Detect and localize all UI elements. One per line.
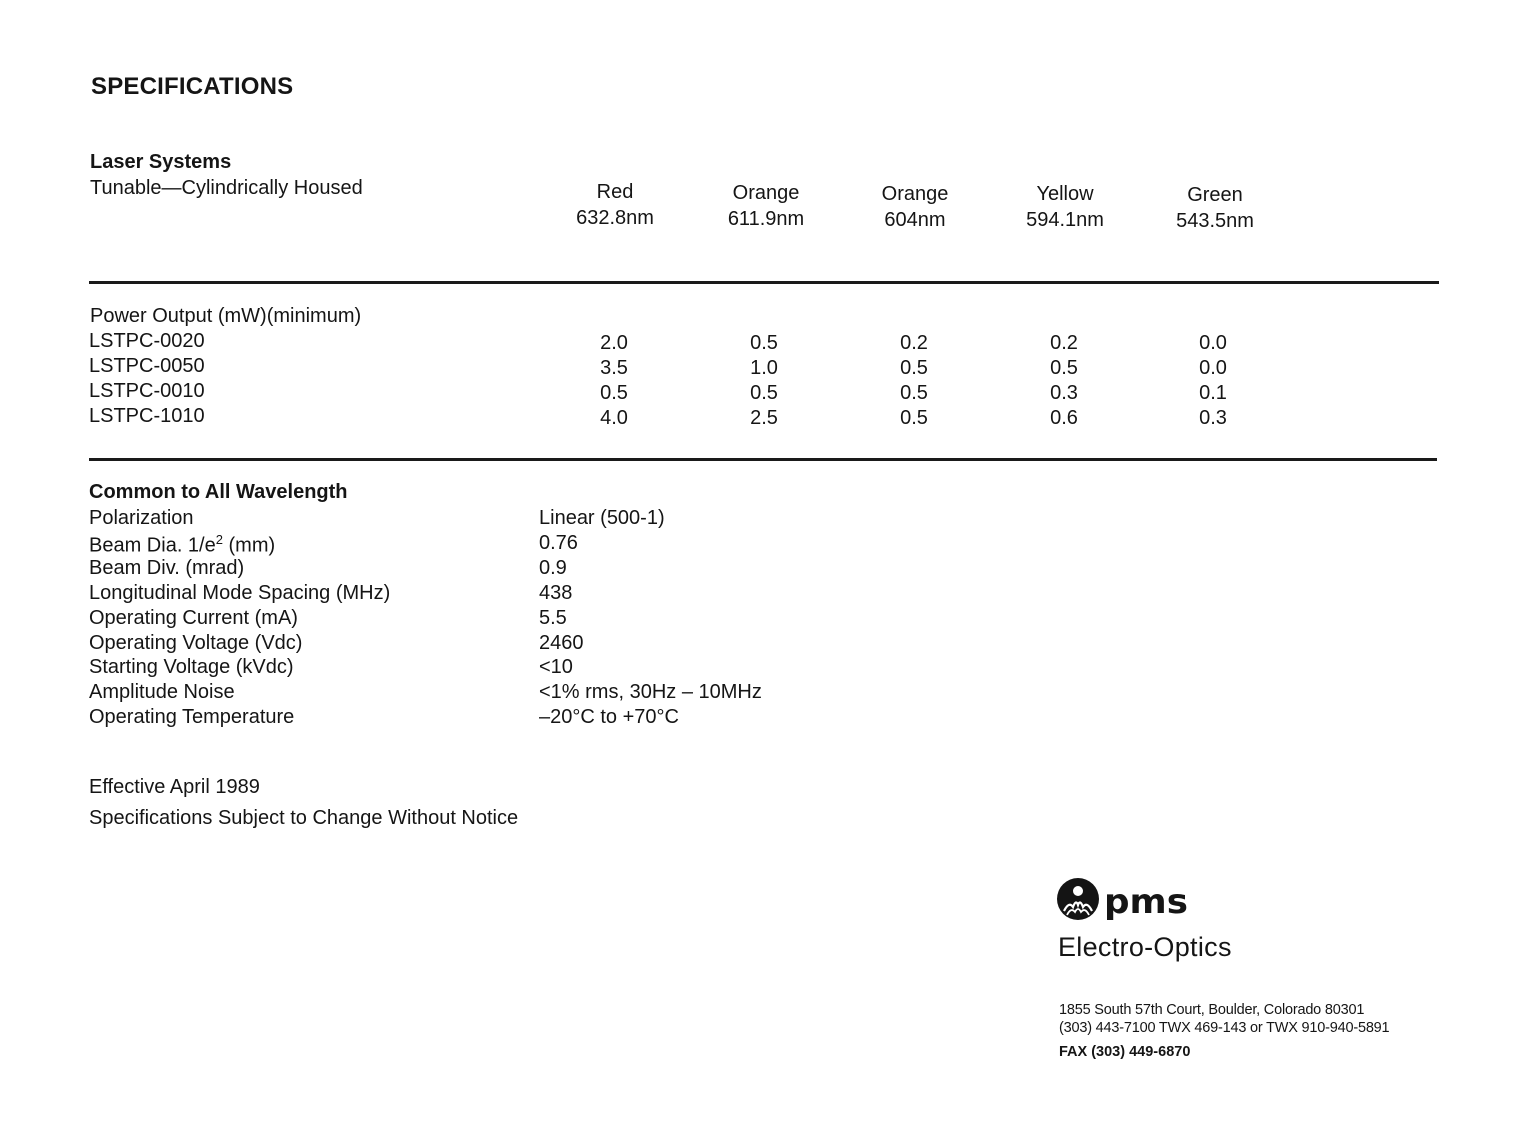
model-label: LSTPC-0010 <box>89 380 205 402</box>
param-value: <10 <box>539 656 573 678</box>
company-name: pms <box>1104 882 1189 922</box>
power-value: 0.2 <box>900 332 928 354</box>
param-name: Operating Current (mA) <box>89 607 298 629</box>
power-value: 2.0 <box>600 332 628 354</box>
pms-logo-icon <box>1056 877 1100 921</box>
param-value: 2460 <box>539 632 584 654</box>
page-title: SPECIFICATIONS <box>91 73 294 100</box>
power-value: 0.3 <box>1050 382 1078 404</box>
param-row <box>0 582 1536 607</box>
table-row <box>0 405 1536 430</box>
param-value: Linear (500-1) <box>539 507 665 529</box>
column-color: Red <box>596 181 634 203</box>
column-wavelength: 594.1nm <box>1026 209 1104 231</box>
column-color: Orange <box>732 182 800 204</box>
param-name-text: Beam Dia. 1/e <box>89 534 216 557</box>
param-name: Starting Voltage (kVdc) <box>89 656 294 678</box>
power-value: 0.5 <box>900 382 928 404</box>
column-color: Orange <box>881 183 949 205</box>
power-value: 0.1 <box>1199 382 1227 404</box>
effective-date-note: Effective April 1989 <box>89 776 260 798</box>
column-header-orange-611 <box>691 180 841 232</box>
param-name-suffix: (mm) <box>222 534 276 557</box>
param-row <box>0 607 1536 632</box>
power-value: 4.0 <box>600 407 628 429</box>
power-value: 1.0 <box>750 357 778 379</box>
power-value: 0.5 <box>900 357 928 379</box>
param-value: 0.9 <box>539 557 567 579</box>
param-name: Longitudinal Mode Spacing (MHz) <box>89 582 391 604</box>
divider-rule <box>89 281 1439 284</box>
param-name: Beam Div. (mrad) <box>89 557 245 579</box>
table-row <box>0 330 1536 355</box>
power-value: 3.5 <box>600 357 628 379</box>
power-value: 2.5 <box>750 407 778 429</box>
param-value: 438 <box>539 582 573 604</box>
column-header-yellow <box>990 181 1140 233</box>
power-output-label: Power Output (mW)(minimum) <box>90 305 362 327</box>
laser-systems-subheading: Tunable—Cylindrically Housed <box>90 177 363 199</box>
table-row <box>0 355 1536 380</box>
param-row <box>0 681 1536 706</box>
power-value: 0.5 <box>1050 357 1078 379</box>
power-value: 0.5 <box>750 382 778 404</box>
power-value: 0.6 <box>1050 407 1078 429</box>
phone-line: (303) 443-7100 TWX 469-143 or TWX 910-940-5891 <box>1059 1020 1390 1036</box>
param-value: <1% rms, 30Hz – 10MHz <box>539 681 762 703</box>
power-value: 0.5 <box>900 407 928 429</box>
column-color: Yellow <box>1036 183 1094 205</box>
param-row <box>0 557 1536 582</box>
address-line: 1855 South 57th Court, Boulder, Colorado 80301 <box>1059 1002 1365 1018</box>
company-division: Electro-Optics <box>1058 932 1232 962</box>
power-value: 0.3 <box>1199 407 1227 429</box>
column-wavelength: 611.9nm <box>727 208 805 230</box>
power-value: 0.0 <box>1199 332 1227 354</box>
param-superscript: 2 <box>215 532 223 547</box>
param-row <box>0 656 1536 681</box>
column-wavelength: 632.8nm <box>576 207 654 229</box>
table-row <box>0 380 1536 405</box>
param-row <box>0 507 1536 532</box>
column-wavelength: 604nm <box>884 209 946 231</box>
param-value: –20°C to +70°C <box>539 706 679 728</box>
divider-rule <box>89 458 1437 461</box>
power-value: 0.2 <box>1050 332 1078 354</box>
param-value: 5.5 <box>539 607 567 629</box>
param-name <box>89 532 275 558</box>
param-row <box>0 532 1536 557</box>
column-wavelength: 543.5nm <box>1176 210 1254 232</box>
param-name: Polarization <box>89 507 194 529</box>
laser-systems-heading: Laser Systems <box>90 151 232 173</box>
column-header-red <box>540 179 690 231</box>
column-color: Green <box>1187 184 1243 206</box>
power-value: 0.5 <box>750 332 778 354</box>
common-heading: Common to All Wavelength <box>89 481 348 503</box>
power-value: 0.0 <box>1199 357 1227 379</box>
power-value: 0.5 <box>600 382 628 404</box>
change-notice: Specifications Subject to Change Without Notice <box>89 807 519 829</box>
column-header-orange-604 <box>840 181 990 233</box>
param-value: 0.76 <box>539 532 578 554</box>
model-label: LSTPC-1010 <box>89 405 205 427</box>
param-name: Operating Voltage (Vdc) <box>89 632 303 654</box>
fax-line: FAX (303) 449-6870 <box>1059 1044 1191 1060</box>
param-name: Amplitude Noise <box>89 681 235 703</box>
param-name: Operating Temperature <box>89 706 295 728</box>
param-row <box>0 706 1536 731</box>
param-row <box>0 632 1536 657</box>
model-label: LSTPC-0020 <box>89 330 205 352</box>
column-header-green <box>1140 182 1290 234</box>
model-label: LSTPC-0050 <box>89 355 205 377</box>
